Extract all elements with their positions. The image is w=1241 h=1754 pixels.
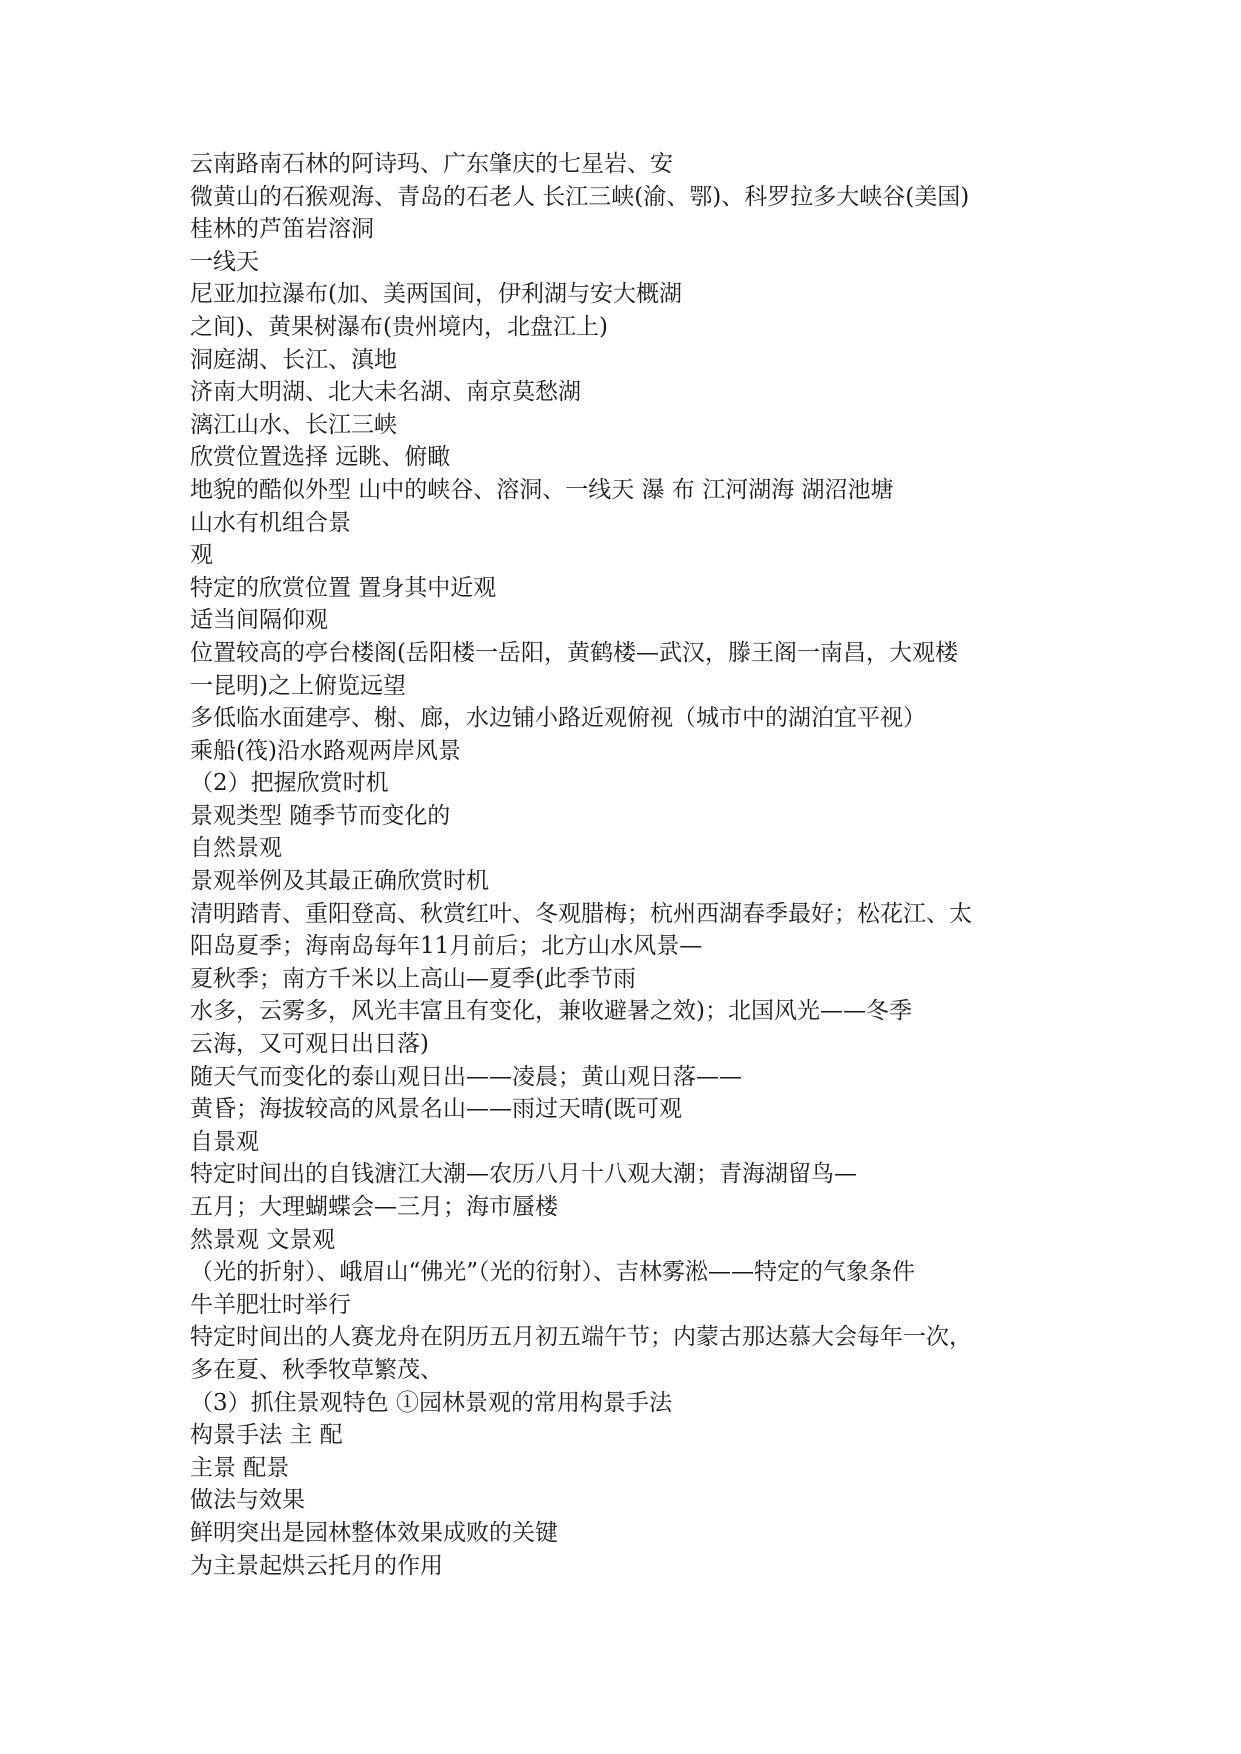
- text-line: 桂林的芦笛岩溶洞: [190, 216, 374, 243]
- text-line: 山水有机组合景: [190, 509, 351, 536]
- text-line: 构景手法 主 配: [190, 1422, 343, 1449]
- text-line: 微黄山的石猴观海、青岛的石老人 长江三峡(渝、鄂)、科罗拉多大峡谷(美国): [190, 183, 970, 210]
- text-line: 特定时间出的自钱溏江大潮—农历八月十八观大潮；青海湖留鸟—: [190, 1161, 857, 1188]
- text-line: 黄昏；海拔较高的风景名山——雨过天晴(既可观: [190, 1096, 682, 1123]
- text-line: 为主景起烘云托月的作用: [190, 1552, 443, 1579]
- text-line: （2）把握欣赏时机: [190, 770, 389, 797]
- text-line: 位置较高的亭台楼阁(岳阳楼一岳阳，黄鹤楼—武汉，滕王阁一南昌，大观楼: [190, 639, 958, 666]
- text-line: 特定的欣赏位置 置身其中近观: [190, 574, 497, 601]
- text-line: 五月；大理蝴蝶会—三月；海市蜃楼: [190, 1194, 558, 1220]
- text-line: 主景 配景: [190, 1454, 290, 1481]
- text-line: 夏秋季；南方千米以上高山—夏季(此季节雨: [190, 965, 636, 992]
- text-line: 清明踏青、重阳登高、秋赏红叶、冬观腊梅；杭州西湖春季最好；松花江、太: [190, 900, 972, 927]
- text-line: 观: [190, 542, 213, 569]
- text-line: 之间)、黄果树瀑布(贵州境内，北盘江上): [190, 313, 608, 340]
- text-line: 云海，又可观日出日落): [190, 1031, 429, 1058]
- text-line: （光的折射）、峨眉山“佛光”（光的衍射）、吉林雾淞——特定的气象条件: [190, 1259, 916, 1286]
- text-line: 然景观 文景观: [190, 1226, 336, 1253]
- text-line: 多低临水面建亭、榭、廊，水边铺小路近观俯视（城市中的湖泊宜平视）: [190, 705, 926, 732]
- text-line: 一昆明)之上俯览远望: [190, 672, 406, 699]
- text-line: 济南大明湖、北大未名湖、南京莫愁湖: [190, 379, 581, 406]
- text-line: 自景观: [190, 1128, 259, 1155]
- text-line: 景观类型 随季节而变化的: [190, 802, 451, 829]
- text-line: 多在夏、秋季牧草繁茂、: [190, 1356, 443, 1383]
- document-body: [190, 148, 1070, 1582]
- text-line: 洞庭湖、长江、滇地: [190, 346, 397, 373]
- text-line: 鲜明突出是园林整体效果成败的关键: [190, 1519, 558, 1546]
- text-line: 做法与效果: [190, 1487, 305, 1514]
- text-line: 阳岛夏季；海南岛每年11月前后；北方山水风景—: [190, 933, 703, 960]
- text-line: 随天气而变化的泰山观日出——凌晨；黄山观日落——: [190, 1063, 742, 1090]
- text-line: 水多，云雾多，风光丰富且有变化，兼收避暑之效)；北国风光——冬季: [190, 998, 912, 1025]
- text-line: 漓江山水、长江三峡: [190, 411, 397, 438]
- text-line: 自然景观: [190, 835, 282, 862]
- text-line: 乘船(筏)沿水路观两岸风景: [190, 737, 461, 764]
- text-line: 地貌的酷似外型 山中的峡谷、溶洞、一线天 瀑 布 江河湖海 湖沼池塘: [190, 476, 894, 503]
- text-line: （3）抓住景观特色 ①园林景观的常用构景手法: [190, 1389, 672, 1416]
- text-line: 景观举例及其最正确欣赏时机: [190, 868, 489, 895]
- text-line: 欣赏位置选择 远眺、俯瞰: [190, 444, 451, 471]
- text-line: 特定时间出的人赛龙舟在阴历五月初五端午节；内蒙古那达慕大会每年一次，: [190, 1324, 972, 1351]
- text-line: 尼亚加拉瀑布(加、美两国间，伊利湖与安大概湖: [190, 281, 682, 308]
- text-line: 云南路南石林的阿诗玛、广东肇庆的七星岩、安: [190, 151, 673, 177]
- text-line: 一线天: [190, 248, 259, 275]
- text-line: 适当间隔仰观: [190, 607, 328, 634]
- text-line: 牛羊肥壮时举行: [190, 1291, 351, 1318]
